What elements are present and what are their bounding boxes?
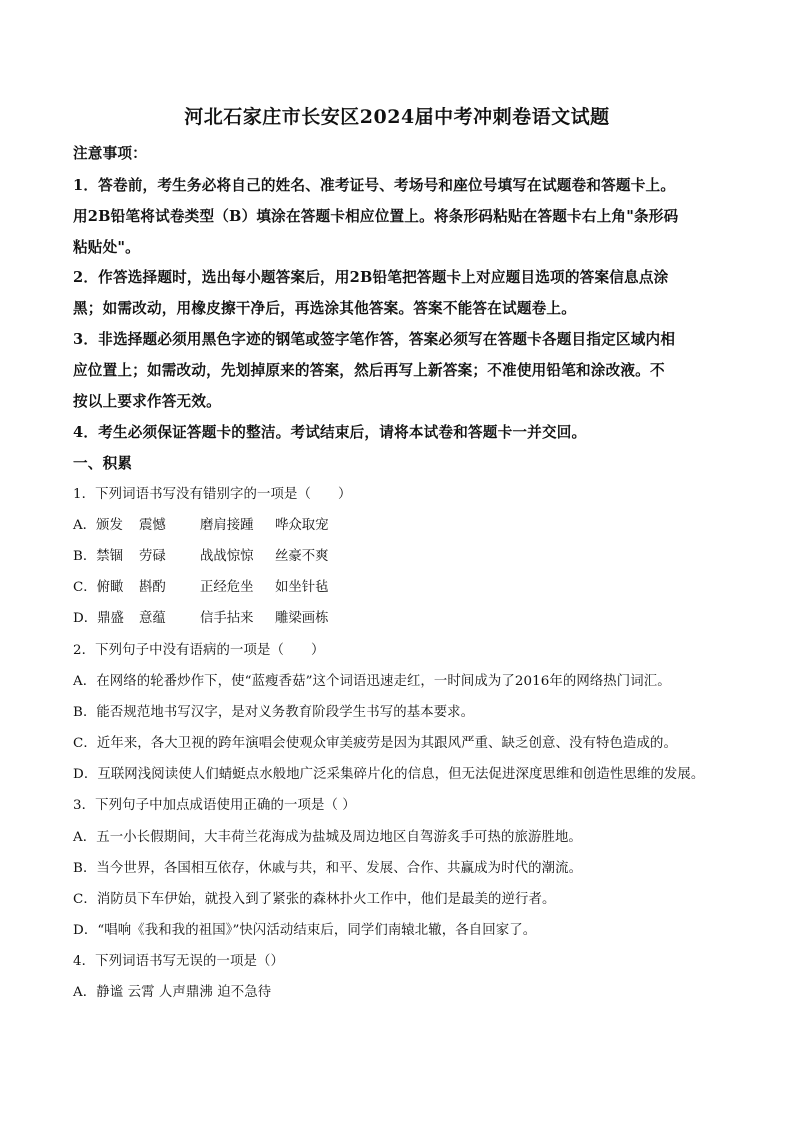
option-word: D．鼎盛 — [73, 611, 124, 626]
question-4-option-a: A．静谧 云霄 人声鼎沸 迫不急待 — [73, 985, 272, 1000]
notice-line: 3．非选择题必须用黑色字迹的钢笔或签字笔作答，答案必须写在答题卡各题目指定区域内相 — [73, 331, 676, 348]
notice-line: 2．作答选择题时，选出每小题答案后，用2B铅笔把答题卡上对应题目选项的答案信息点涂 — [73, 269, 669, 286]
notice-heading: 注意事项： — [73, 145, 147, 162]
option-word: 战战惊惊 — [200, 549, 254, 564]
notice-line: 应位置上；如需改动，先划掉原来的答案，然后再写上新答案；不准使用铅笔和涂改液。不 — [73, 362, 665, 379]
question-2-option-d: D．互联网浅阅读使人们蜻蜓点水般地广泛采集碎片化的信息，但无法促进深度思维和创造性思维的发展。 — [73, 767, 705, 782]
option-word: 哗众取宠 — [275, 518, 329, 533]
question-3-option-a: A．五一小长假期间，大丰荷兰花海成为盐城及周边地区自驾游炙手可热的旅游胜地。 — [73, 830, 582, 845]
notice-line: 用2B铅笔将试卷类型（B）填涂在答题卡相应位置上。将条形码粘贴在答题卡右上角"条形码 — [73, 208, 679, 225]
option-word: 震憾 — [139, 518, 166, 533]
option-word: 磨肩接踵 — [200, 518, 254, 533]
option-word: 如坐针毡 — [275, 580, 329, 595]
option-word: 意蕴 — [139, 611, 166, 626]
question-3-option-d: D．“唱响《我和我的祖国》”快闪活动结束后，同学们南辕北辙，各自回家了。 — [73, 923, 537, 938]
option-word: 丝豪不爽 — [275, 549, 329, 564]
option-word: B．禁锢 — [73, 549, 124, 564]
option-word: C．俯瞰 — [73, 580, 124, 595]
option-word: 雕梁画栋 — [275, 611, 329, 626]
question-3-option-c: C．消防员下车伊始，就投入到了紧张的森林扑火工作中，他们是最美的逆行者。 — [73, 892, 556, 907]
page-title: 河北石家庄市长安区2024届中考冲刺卷语文试题 — [184, 106, 610, 128]
question-3-option-b: B．当今世界，各国相互依存，休戚与共，和平、发展、合作、共赢成为时代的潮流。 — [73, 861, 583, 876]
question-2-option-b: B．能否规范地书写汉字，是对义务教育阶段学生书写的基本要求。 — [73, 705, 475, 720]
notice-line: 按以上要求作答无效。 — [73, 393, 221, 410]
option-word: 斟酌 — [139, 580, 166, 595]
option-word: 信手拈来 — [200, 611, 254, 626]
option-word: 正经危坐 — [200, 580, 254, 595]
notice-line: 1．答卷前，考生务必将自己的姓名、准考证号、考场号和座位号填写在试题卷和答题卡上。 — [73, 177, 676, 194]
option-word: A．颁发 — [73, 518, 123, 533]
notice-line: 粘贴处"。 — [73, 239, 140, 256]
question-1-stem: 1．下列词语书写没有错别字的一项是（ ） — [73, 487, 352, 502]
question-2-option-a: A．在网络的轮番炒作下，使“蓝瘦香菇”这个词语迅速走红，一时间成为了2016年的网络热门词汇。 — [73, 674, 671, 689]
section-heading: 一、积累 — [73, 455, 133, 472]
option-word: 劳碌 — [139, 549, 166, 564]
question-2-stem: 2．下列句子中没有语病的一项是（ ） — [73, 643, 325, 658]
question-4-stem: 4．下列词语书写无误的一项是（） — [73, 954, 284, 969]
notice-line: 黑；如需改动，用橡皮擦干净后，再选涂其他答案。答案不能答在试题卷上。 — [73, 300, 576, 317]
notice-line: 4．考生必须保证答题卡的整洁。考试结束后，请将本试卷和答题卡一并交回。 — [73, 424, 587, 441]
question-2-option-c: C．近年来，各大卫视的跨年演唱会使观众审美疲劳是因为其跟风严重、缺乏创意、没有特色造成的。 — [73, 736, 677, 751]
question-3-stem: 3．下列句子中加点成语使用正确的一项是（ ） — [73, 798, 356, 813]
